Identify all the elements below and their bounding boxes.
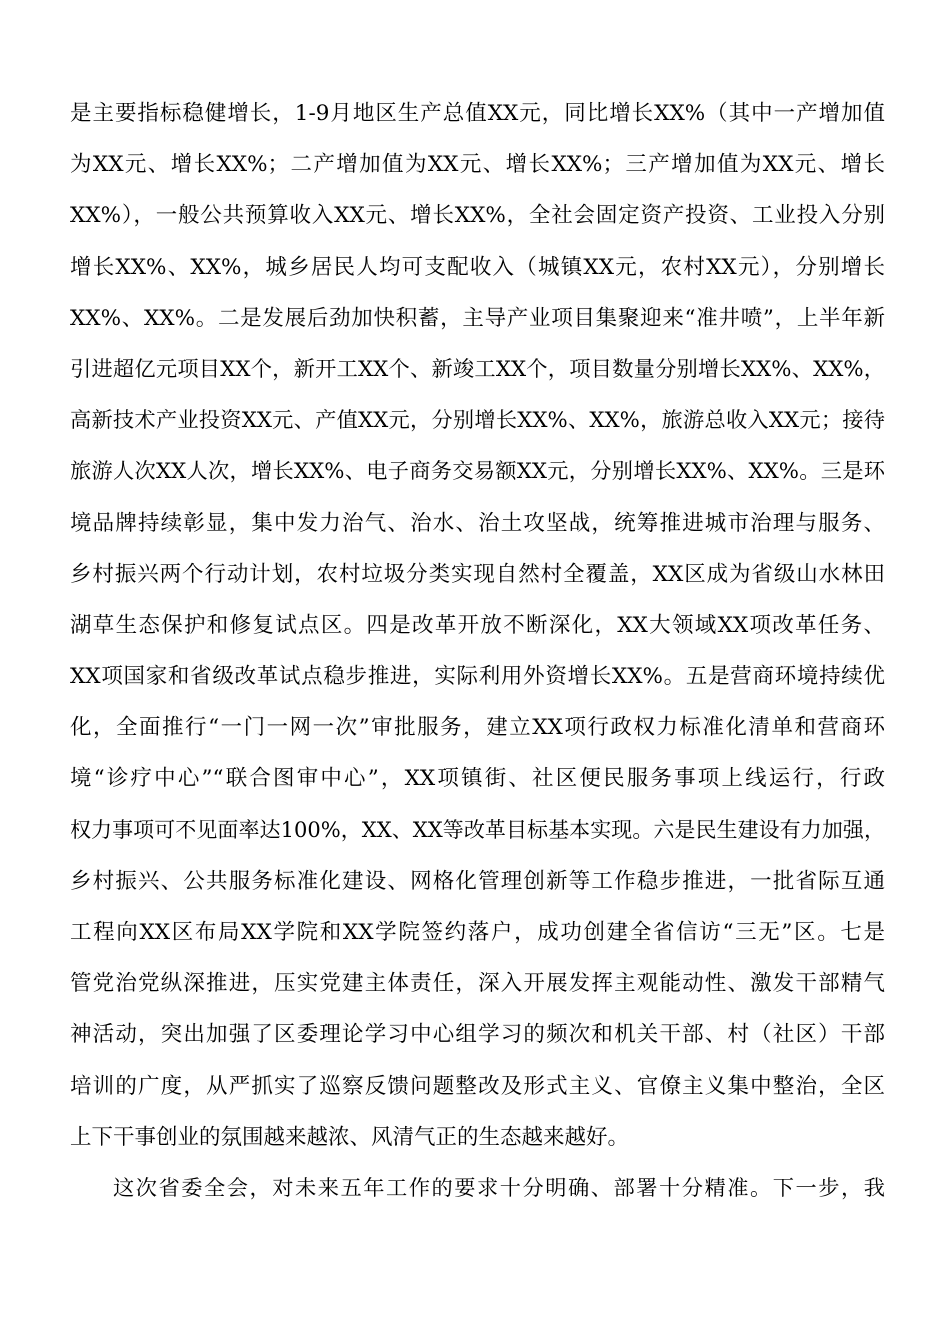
text-line: 是主要指标稳健增长，1-9月地区生产总值XX元，同比增长XX%（其中一产增加值 <box>70 101 885 126</box>
text-line: XX项国家和省级改革试点稳步推进，实际利用外资增长XX%。五是营商环境持续优 <box>70 664 885 690</box>
text-line: XX%、XX%。二是发展后劲加快积蓄，主导产业项目集聚迎来“准井喷”，上半年新 <box>70 305 885 331</box>
text-line: 境“诊疗中心”“联合图审中心”，XX项镇街、社区便民服务事项上线运行，行政 <box>70 766 885 792</box>
text-line: 境品牌持续彰显，集中发力治气、治水、治土攻坚战，统筹推进城市治理与服务、 <box>70 510 885 536</box>
text-line: 培训的广度，从严抓实了巡察反馈问题整改及形式主义、官僚主义集中整治，全区 <box>70 1073 885 1099</box>
text-line: 神活动，突出加强了区委理论学习中心组学习的频次和机关干部、村（社区）干部 <box>70 1022 885 1048</box>
text-line: 旅游人次XX人次，增长XX%、电子商务交易额XX元，分别增长XX%、XX%。三是环 <box>70 459 885 485</box>
text-line: 化，全面推行“一门一网一次”审批服务，建立XX项行政权力标准化清单和营商环 <box>70 715 885 741</box>
paragraph-2 <box>70 1163 885 1214</box>
text-line: 增长XX%、XX%，城乡居民人均可支配收入（城镇XX元，农村XX元），分别增长 <box>70 254 885 280</box>
text-line: 引进超亿元项目XX个，新开工XX个、新竣工XX个，项目数量分别增长XX%、XX%， <box>70 356 885 382</box>
text-line: 工程向XX区布局XX学院和XX学院签约落户，成功创建全省信访“三无”区。七是 <box>70 920 885 945</box>
text-line: 上下干事创业的氛围越来越浓、风清气正的生态越来越好。 <box>70 1124 630 1150</box>
text-line: XX%），一般公共预算收入XX元、增长XX%，全社会固定资产投资、工业投入分别 <box>70 203 885 229</box>
text-line: 管党治党纵深推进，压实党建主体责任，深入开展发挥主观能动性、激发干部精气 <box>70 971 885 997</box>
text-line: 乡村振兴、公共服务标准化建设、网格化管理创新等工作稳步推进，一批省际互通 <box>70 868 885 894</box>
document-body <box>70 88 885 1214</box>
text-line: 权力事项可不见面率达100%，XX、XX等改革目标基本实现。六是民生建设有力加强， <box>70 817 885 842</box>
text-line: 这次省委全会，对未来五年工作的要求十分明确、部署十分精准。下一步，我 <box>113 1175 885 1201</box>
text-line: 高新技术产业投资XX元、产值XX元，分别增长XX%、XX%，旅游总收入XX元；接待 <box>70 408 885 434</box>
text-line: 乡村振兴两个行动计划，农村垃圾分类实现自然村全覆盖，XX区成为省级山水林田 <box>70 561 885 587</box>
paragraph-1 <box>70 88 885 1163</box>
text-line: 为XX元、增长XX%；二产增加值为XX元、增长XX%；三产增加值为XX元、增长 <box>70 152 885 178</box>
text-line: 湖草生态保护和修复试点区。四是改革开放不断深化，XX大领域XX项改革任务、 <box>70 612 885 638</box>
